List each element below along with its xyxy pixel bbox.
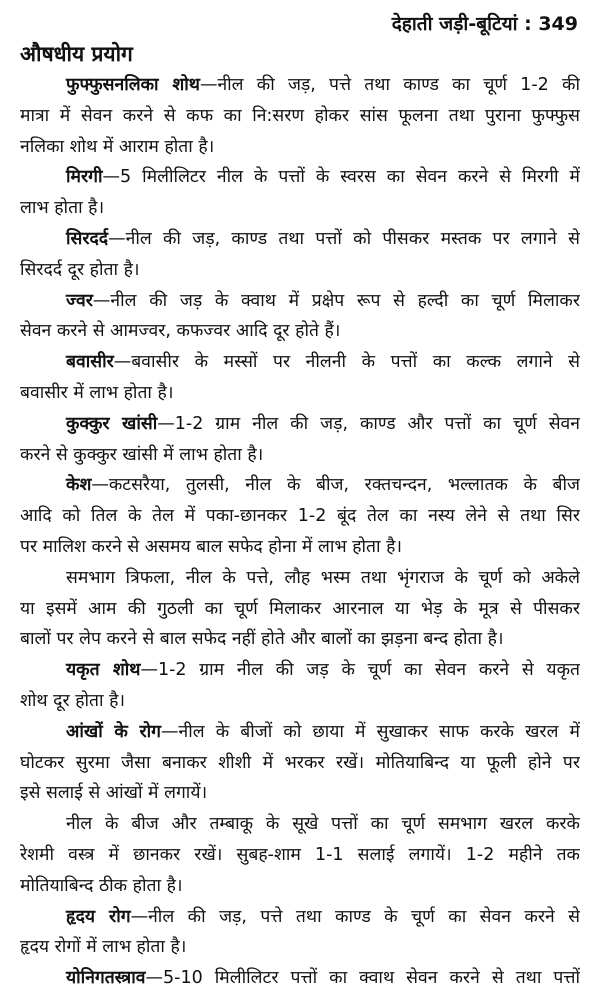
line-text: सिरदर्द दूर होता है। bbox=[20, 259, 140, 280]
paragraph bbox=[20, 902, 580, 964]
line-text: आदि को तिल के तेल में पका-छानकर 1-2 बूंद तेल का नस्य लेने से तथा सिर bbox=[20, 506, 580, 527]
text-line bbox=[20, 655, 580, 686]
text-line bbox=[20, 409, 580, 440]
line-text: —नील की जड़ के क्वाथ में प्रक्षेप रूप से हल्दी का चूर्ण मिलाकर bbox=[92, 290, 580, 311]
text-line bbox=[20, 532, 580, 563]
paragraph bbox=[20, 963, 580, 994]
line-text: करने से कुक्कुर खांसी में लाभ होता है। bbox=[20, 444, 264, 465]
text-line bbox=[20, 255, 580, 286]
text-line bbox=[20, 624, 580, 655]
paragraph-heading: योनिगतस्त्राव bbox=[66, 968, 146, 989]
paragraph-heading: आंखों के रोग bbox=[66, 721, 161, 742]
paragraph-heading: सिरदर्द bbox=[66, 228, 109, 249]
text-line bbox=[20, 902, 580, 933]
text-line bbox=[20, 686, 580, 717]
line-text: समभाग त्रिफला, नील के पत्ते, लौह भस्म तथा भृंगराज के चूर्ण को अकेले bbox=[66, 567, 580, 588]
paragraph bbox=[20, 347, 580, 409]
text-line bbox=[20, 501, 580, 532]
text-line bbox=[20, 871, 580, 902]
text-line bbox=[20, 347, 580, 378]
section-title: औषधीय प्रयोग bbox=[20, 42, 133, 66]
running-head: देहाती जड़ी-बूटियां : 349 bbox=[391, 13, 578, 35]
paragraph bbox=[20, 655, 580, 717]
paragraph-heading: ज्वर bbox=[66, 290, 93, 311]
text-line bbox=[20, 70, 580, 101]
line-text: नलिका शोथ में आराम होता है। bbox=[20, 136, 215, 157]
text-line bbox=[20, 286, 580, 317]
line-text: इसे सलाई से आंखों में लगायें। bbox=[20, 783, 208, 804]
text-line bbox=[20, 162, 580, 193]
line-text: —1-2 ग्राम नील की जड़ के चूर्ण का सेवन करने से यकृत bbox=[140, 660, 580, 681]
text-line bbox=[20, 193, 580, 224]
paragraph bbox=[20, 162, 580, 224]
line-text: शोथ दूर होता है। bbox=[20, 690, 126, 711]
text-line bbox=[20, 224, 580, 255]
paragraph bbox=[20, 224, 580, 286]
line-text: पर मालिश करने से असमय बाल सफेद होना में लाभ होता है। bbox=[20, 536, 403, 557]
paragraph bbox=[20, 470, 580, 562]
line-text: सेवन करने से आमज्वर, कफज्वर आदि दूर होते हैं। bbox=[20, 321, 341, 342]
line-text: —5-10 मिलीलिटर पत्तों का क्वाथ सेवन करने से तथा पत्तों bbox=[145, 968, 580, 989]
line-text: लाभ होता है। bbox=[20, 198, 105, 219]
paragraph bbox=[20, 717, 580, 809]
line-text: —5 मिलीलिटर नील के पत्तों के स्वरस का सेवन करने से मिरगी में bbox=[102, 167, 580, 188]
text-line bbox=[20, 778, 580, 809]
paragraph-heading: कुक्कुर खांसी bbox=[66, 413, 158, 434]
paragraph-heading: बवासीर bbox=[66, 352, 114, 373]
body-text bbox=[20, 70, 580, 994]
paragraph bbox=[20, 286, 580, 348]
text-line bbox=[20, 748, 580, 779]
paragraph bbox=[20, 809, 580, 901]
text-line bbox=[20, 840, 580, 871]
text-line bbox=[20, 594, 580, 625]
line-text: —नील के बीजों को छाया में सुखाकर साफ करके खरल में bbox=[160, 721, 580, 742]
text-line bbox=[20, 440, 580, 471]
paragraph bbox=[20, 409, 580, 471]
line-text: हृदय रोगों में लाभ होता है। bbox=[20, 937, 187, 958]
paragraph-heading: केश bbox=[66, 475, 92, 496]
line-text: —नील की जड़, काण्ड तथा पत्तों को पीसकर मस्तक पर लगाने से bbox=[108, 228, 580, 249]
line-text: मोतियाबिन्द ठीक होता है। bbox=[20, 875, 183, 896]
line-text: —कटसरैया, तुलसी, नील के बीज, रक्तचन्दन, भल्लातक के बीज bbox=[91, 475, 580, 496]
text-line bbox=[20, 963, 580, 994]
text-line bbox=[20, 717, 580, 748]
paragraph bbox=[20, 70, 580, 162]
line-text: बवासीर में लाभ होता है। bbox=[20, 382, 174, 403]
paragraph-heading: मिरगी bbox=[66, 167, 103, 188]
line-text: —नील की जड़, पत्ते तथा काण्ड के चूर्ण का सेवन करने से bbox=[130, 906, 580, 927]
text-line bbox=[20, 809, 580, 840]
text-line bbox=[20, 932, 580, 963]
line-text: नील के बीज और तम्बाकू के सूखे पत्तों का चूर्ण समभाग खरल करके bbox=[66, 814, 580, 835]
text-line bbox=[20, 316, 580, 347]
line-text: —बवासीर के मस्सों पर नीलनी के पत्तों का कल्क लगाने से bbox=[113, 352, 580, 373]
paragraph-heading: यकृत शोथ bbox=[66, 660, 141, 681]
text-line bbox=[20, 101, 580, 132]
text-line bbox=[20, 132, 580, 163]
line-text: —नील की जड़, पत्ते तथा काण्ड का चूर्ण 1-2 की bbox=[199, 75, 580, 95]
text-line bbox=[20, 470, 580, 501]
paragraph bbox=[20, 563, 580, 655]
line-text: बालों पर लेप करने से बाल सफेद नहीं होते और बालों का झड़ना बन्द होता है। bbox=[20, 629, 504, 650]
text-line bbox=[20, 378, 580, 409]
line-text: —1-2 ग्राम नील की जड़, काण्ड और पत्तों का चूर्ण सेवन bbox=[157, 413, 580, 434]
paragraph-heading: फुफ्फुसनलिका शोथ bbox=[66, 75, 200, 95]
text-line bbox=[20, 563, 580, 594]
line-text: घोटकर सुरमा जैसा बनाकर शीशी में भरकर रखें। मोतियाबिन्द या फूली होने पर bbox=[20, 752, 580, 773]
paragraph-heading: हृदय रोग bbox=[66, 906, 131, 927]
line-text: रेशमी वस्त्र में छानकर रखें। सुबह-शाम 1-1 सलाई लगायें। 1-2 महीने तक bbox=[20, 844, 580, 865]
line-text: मात्रा में सेवन करने से कफ का नि:सरण होकर सांस फूलना तथा पुराना फुफ्फुस bbox=[20, 105, 580, 126]
line-text: या इसमें आम की गुठली का चूर्ण मिलाकर आरनाल या भेड़ के मूत्र से पीसकर bbox=[20, 598, 580, 619]
